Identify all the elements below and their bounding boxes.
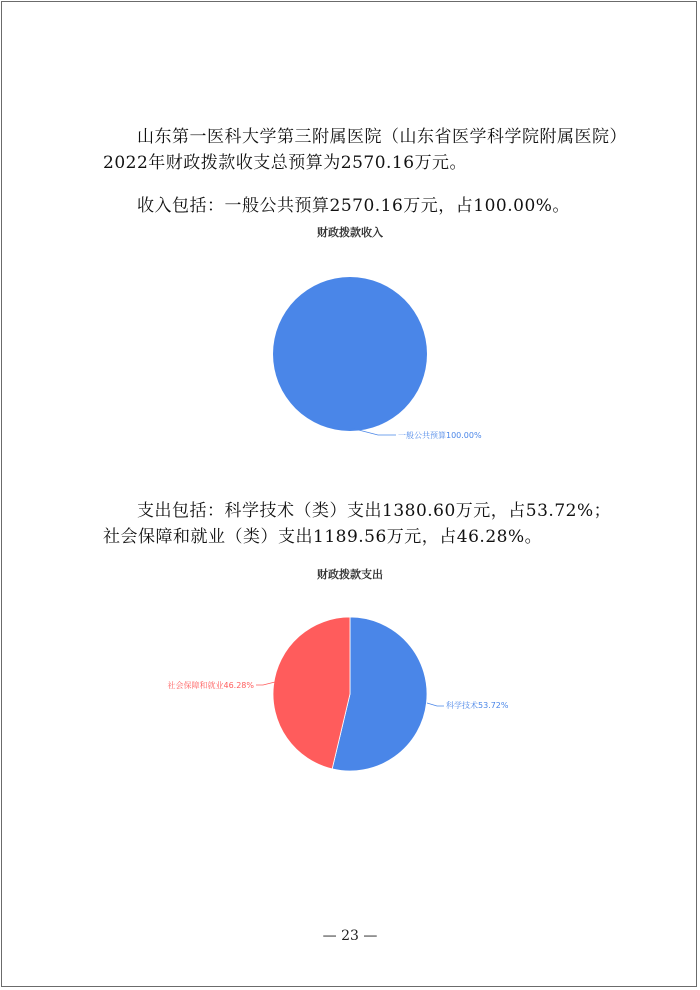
slice-label-science-technology: 科学技术53.72% bbox=[446, 701, 509, 710]
leader-line-science-technology bbox=[427, 703, 444, 706]
paragraph-budget-total: 山东第一医科大学第三附属医院（山东省医学科学院附属医院）2022年财政拨款收支总预算为2570.16万元。 bbox=[103, 127, 619, 173]
pie-slice-general-public-budget bbox=[273, 277, 427, 431]
income-pie-chart bbox=[0, 270, 700, 470]
slice-label-social-security: 社会保障和就业46.28% bbox=[167, 681, 254, 690]
expenditure-pie-chart bbox=[0, 610, 700, 790]
expenditure-chart-title: 财政拨款支出 bbox=[317, 568, 383, 581]
paragraph-income: 收入包括：一般公共预算2570.16万元，占100.00%。 bbox=[137, 196, 570, 216]
income-chart-title: 财政拨款收入 bbox=[317, 226, 383, 239]
leader-line-social-security bbox=[256, 682, 275, 685]
paragraph-expenditure: 支出包括：科学技术（类）支出1380.60万元，占53.72%；社会保障和就业（类）支出1189.56万元，占46.28%。 bbox=[103, 501, 612, 547]
page-number: — 23 — bbox=[322, 928, 378, 944]
slice-label-general-public-budget: 一般公共预算100.00% bbox=[398, 431, 482, 440]
